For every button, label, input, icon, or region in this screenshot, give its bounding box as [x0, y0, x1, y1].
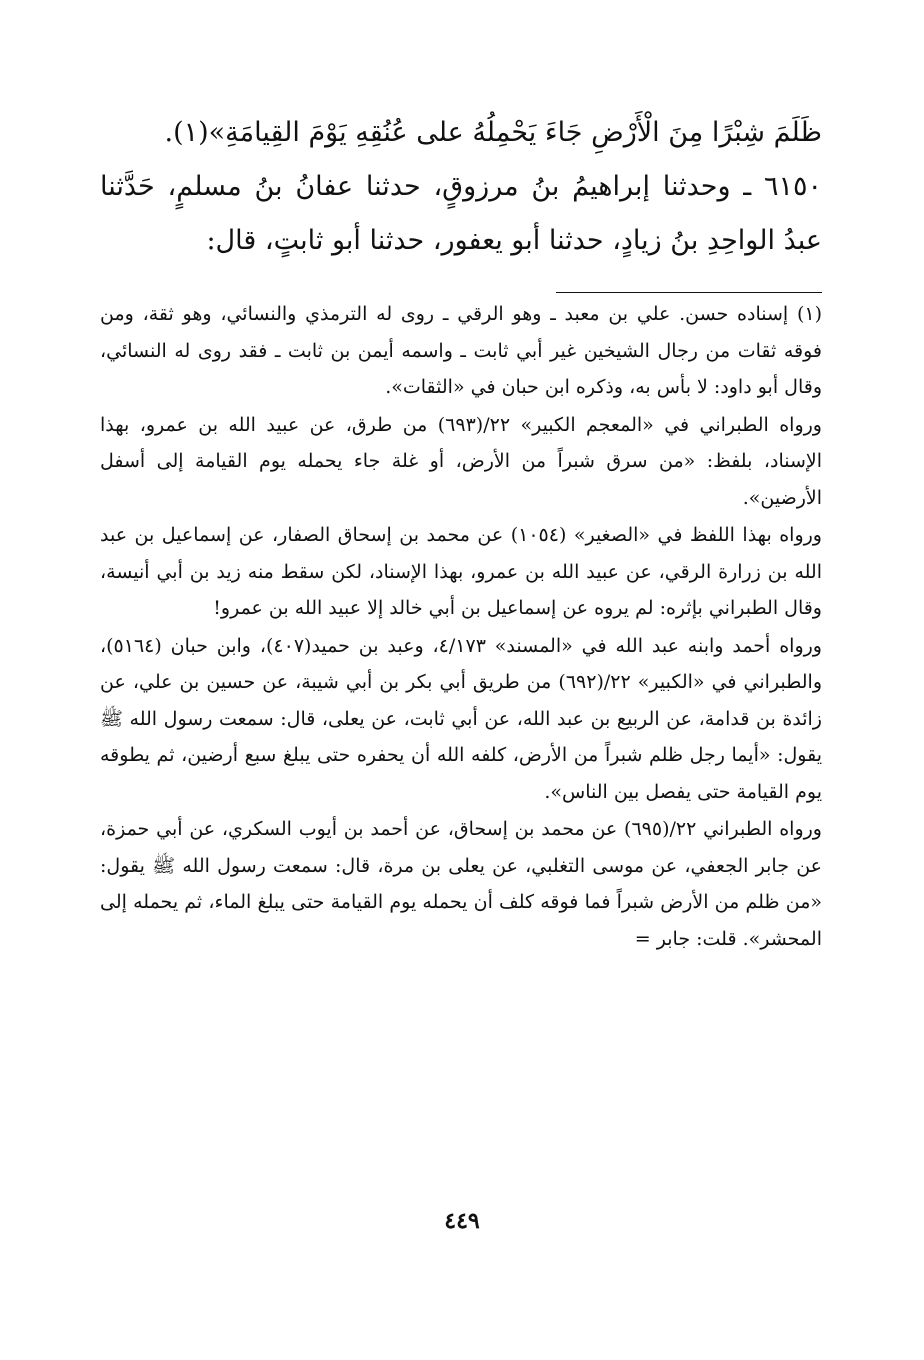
footnote-paragraph: ورواه بهذا اللفظ في «الصغير» (١٠٥٤) عن محمد بن إسحاق الصفار، عن إسماعيل بن عبد الله بن زرارة الرقي، عن عبيد الله بن عمرو، بهذا الإسناد، لكن سقط منه زيد بن أبي أنيسة، وقال الطبراني بإثره: لم يروه عن إسماعيل بن أبي خالد إلا عبيد الله بن عمرو!	[100, 524, 822, 619]
footnote-paragraph: ورواه الطبراني ٢٢/(٦٩٥) عن محمد بن إسحاق، عن أحمد بن أيوب السكري، عن أبي حمزة، عن جابر الجعفي، عن موسى التغلبي، عن يعلى بن مرة، قال: سمعت رسول الله ﷺ يقول: «من ظلم من الأرض شبراً فما فوقه كلف أن يحمله يوم القيامة حتى يبلغ الماء، ثم يحمله إلى المحشر». قلت: جابر =	[100, 818, 822, 950]
hadith-ending-line: ظَلَمَ شِبْرًا مِنَ الْأَرْضِ جَاءَ يَحْمِلُهُ على عُنُقِهِ يَوْمَ القِيامَةِ»(١).	[164, 117, 822, 148]
main-text	[100, 106, 822, 268]
footnote-paragraph: ورواه أحمد وابنه عبد الله في «المسند» ٤/١٧٣، وعبد بن حميد(٤٠٧)، وابن حبان (٥١٦٤)، والطبراني في «الكبير» ٢٢/(٦٩٢) من طريق أبي بكر بن أبي شيبة، عن حسين بن علي، عن زائدة بن قدامة، عن الربيع بن عبد الله، عن أبي ثابت، عن يعلى، قال: سمعت رسول الله ﷺ يقول: «أيما رجل ظلم شبراً من الأرض، كلفه الله أن يحفره حتى يبلغ سبع أرضين، ثم يطوقه يوم القيامة حتى يفصل بين الناس».	[100, 634, 822, 803]
footnote-paragraph: (١) إسناده حسن. علي بن معبد ـ وهو الرقي ـ روى له الترمذي والنسائي، وهو ثقة، ومن فوقه ثقات من رجال الشيخين غير أبي ثابت ـ واسمه أيمن بن ثابت ـ فقد روى له النسائي، وقال أبو داود: لا بأس به، وذكره ابن حبان في «الثقات».	[100, 303, 822, 398]
page-number: ٤٤٩	[444, 1208, 480, 1234]
footnote-paragraph: ورواه الطبراني في «المعجم الكبير» ٢٢/(٦٩٣) من طرق، عن عبيد الله بن عمرو، بهذا الإسناد، بلفظ: «من سرق شبراً من الأرض، أو غلة جاء يحمله يوم القيامة إلى أسفل الأرضين».	[100, 413, 822, 509]
footnote-separator	[556, 292, 822, 293]
footnotes	[100, 296, 822, 958]
hadith-6150: ٦١٥٠ ـ وحدثنا إبراهيمُ بنُ مرزوقٍ، حدثنا عفانُ بنُ مسلمٍ، حَدَّثنا عبدُ الواحِدِ بنُ زيادٍ، حدثنا أبو يعفور، حدثنا أبو ثابتٍ، قال:	[100, 171, 822, 256]
